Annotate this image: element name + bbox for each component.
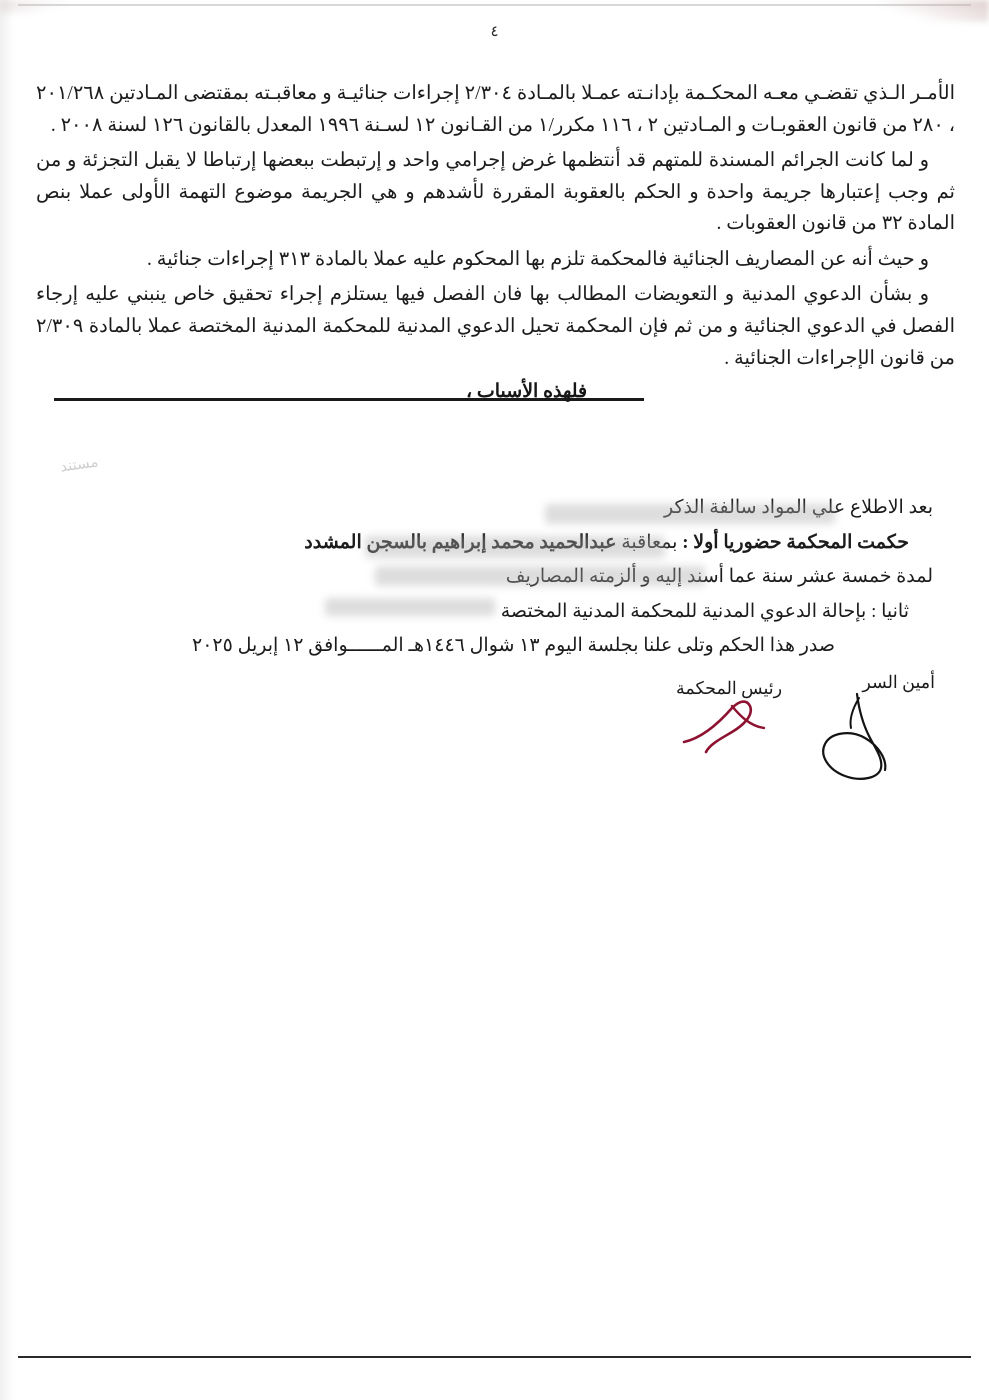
redaction-bar-3 — [375, 566, 705, 586]
paragraph-1: الأمـر الـذي تقضـي معـه المحكـمة بإدانـته عمـلا بالمـادة ٢/٣٠٤ إجراءات جنائيـة و معاقبـته بمقتضى المـادتين ٢٠١/٢٦٨ ، ٢٨٠ من قانون العقوبـات و المـادتين ٢ ، ١١٦ مكرر/١ من القـانون ١٢ لسـنة ١٩٩٦ المعدل بالقانون ١٢٦ لسنة ٢٠٠٨ . — [36, 83, 956, 136]
redaction-bar-1 — [545, 504, 835, 524]
paragraph-4: و بشأن الدعوي المدنية و التعويضات المطالب بها فان الفصل فيها يستلزم إجراء تحقيق خاص ينبني عليه إرجاء الفصل في الدعوي الجنائية و من ثم فإن المحكمة تحيل الدعوي المدنية للمحكمة المدنية المختصة عملا بالمادة ٢/٣٠٩ من قانون الإجراءات الجنائية . — [36, 284, 955, 369]
redaction-bar-4 — [325, 598, 495, 616]
ruling-line-3: لمدة خمسة عشر سنة عما أسند إليه و ألزمته المصاريف — [505, 566, 933, 588]
paragraph-2: و لما كانت الجرائم المسندة للمتهم قد أنتظمها غرض إجرامي واحد و إرتبطت ببعضها إرتباطا لا يقبل التجزئة و من ثم وجب إعتبارها جريمة واحدة و الحكم بالعقوبة المقررة لأشدهم و هي الجريمة موضوع التهمة الأولى عملا بنص المادة ٣٢ من قانون العقوبات . — [36, 150, 955, 235]
redaction-bar-2 — [365, 536, 665, 558]
scan-watermark: مستند — [59, 454, 100, 476]
ruling-block — [36, 492, 955, 665]
secretary-signature-label: أمين السر — [862, 672, 935, 692]
scan-artifact-top-right — [869, 0, 989, 22]
section-divider-wrap — [36, 381, 955, 410]
page-left-shadow — [0, 0, 14, 1400]
scan-artifact-top-left — [0, 0, 70, 14]
president-signature-mark — [676, 692, 806, 762]
document-body — [36, 78, 955, 410]
for-these-reasons-heading: فلهذه الأسباب ، — [466, 381, 588, 403]
signature-block — [36, 672, 955, 812]
ruling-line-4: ثانيا : بإحالة الدعوي المدنية للمحكمة المدنية المختصة — [500, 600, 909, 622]
paragraph-3: و حيث أنه عن المصاريف الجنائية فالمحكمة تلزم بها المحكوم عليه عملا بالمادة ٣١٣ إجراءات جنائية . — [146, 248, 929, 270]
ruling-line-5: صدر هذا الحكم وتلى علنا بجلسة اليوم ١٣ شوال ١٤٤٦هـ المــــــوافق ١٢ إبريل ٢٠٢٥ — [192, 635, 835, 657]
ruling-line-1: بعد الاطلاع علي المواد سالفة الذكر — [663, 497, 933, 518]
secretary-signature-mark — [799, 690, 919, 785]
president-signature-label: رئيس المحكمة — [676, 678, 783, 698]
ruling-line-2-prefix: حكمت المحكمة حضوريا أولا : — [682, 531, 909, 553]
page-bottom-edge-line — [18, 1356, 971, 1358]
page-number: ٤ — [490, 24, 499, 40]
ruling-line-2-suffix: عبدالحميد محمد إبراهيم بالسجن المشدد — [304, 531, 617, 553]
page-top-edge-line — [18, 4, 971, 6]
ruling-line-2-redacted: بمعاقبة — [621, 531, 678, 553]
